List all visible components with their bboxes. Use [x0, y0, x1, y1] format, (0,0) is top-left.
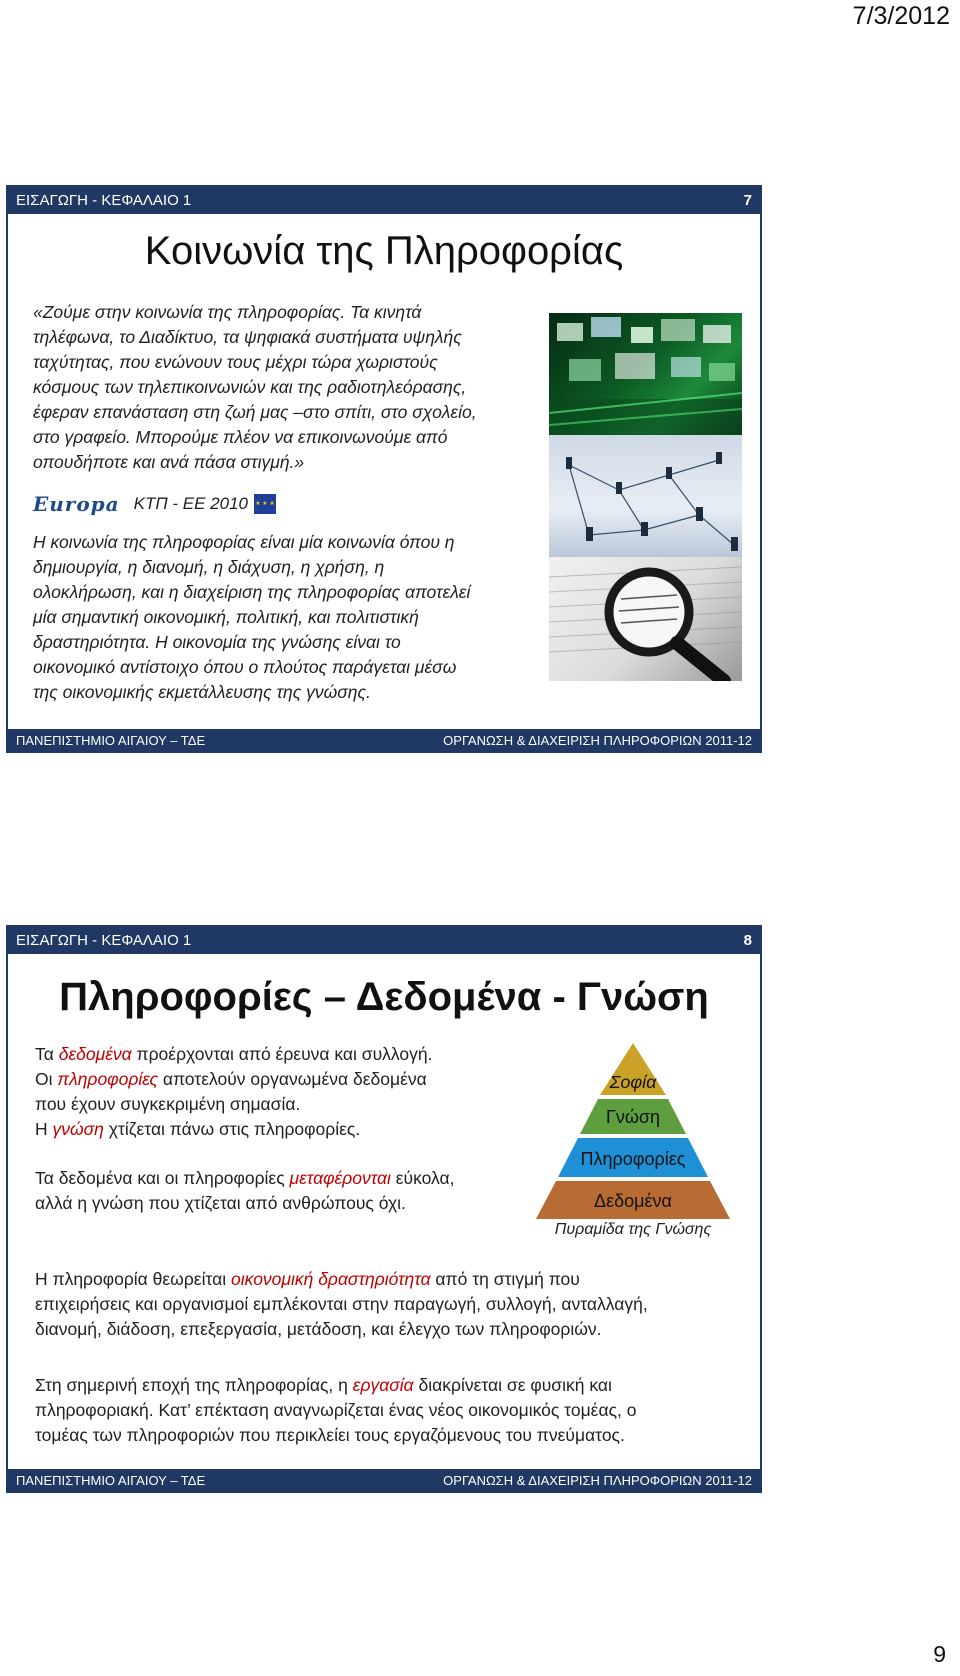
source-text: ΚΤΠ - ΕΕ 2010 [133, 494, 248, 513]
highlight-term: δεδομένα [58, 1044, 132, 1064]
text-line: πληροφοριακή. Κατ’ επέκταση αναγνωρίζεται ένας νέος οικονομικός τομέας, ο [35, 1400, 637, 1420]
text-line: που έχουν συγκεκριμένη σημασία. [35, 1094, 301, 1114]
quote-line: τηλέφωνα, το Διαδίκτυο, τα ψηφιακά συστήματα υψηλής [33, 327, 462, 347]
text-line [35, 1067, 432, 1092]
europa-logo: Europa [33, 492, 120, 516]
pyramid-label: Σοφία [609, 1072, 657, 1092]
text-line [35, 1373, 636, 1398]
paragraph-line: οικονομικό αντίστοιχο όπου ο πλούτος παράγεται μέσω [33, 657, 457, 677]
section-label: ΕΙΣΑΓΩΓΗ - ΚΕΦΑΛΑΙΟ 1 [16, 932, 192, 949]
paragraph-line: ολοκλήρωση, και η διαχείριση της πληροφορίας αποτελεί [33, 582, 471, 602]
paragraph-line: Η κοινωνία της πληροφορίας είναι μία κοινωνία όπου η [33, 532, 455, 552]
text-fragment: εύκολα, [390, 1168, 455, 1188]
text-fragment: προέρχονται από έρευνα και συλλογή. [131, 1044, 433, 1064]
paragraph-line: μία σημαντική οικονομική, πολιτική, και πολιτιστική [33, 607, 419, 627]
highlight-term: οικονομική δραστηριότητα [231, 1269, 431, 1289]
text-fragment: Τα [35, 1044, 59, 1064]
economic-activity-block [35, 1267, 648, 1342]
paragraph-line: δραστηριότητα. Η οικονομία της γνώσης είναι το [33, 632, 401, 652]
text-line: διανομή, διάδοση, επεξεργασία, μετάδοση, και έλεγχο των πληροφοριών. [35, 1319, 602, 1339]
digital-screens-image [549, 313, 742, 435]
slide-number: 8 [743, 932, 752, 949]
quote-line: «Ζούμε στην κοινωνία της πληροφορίας. Τα κινητά [33, 302, 422, 322]
text-fragment: Οι [35, 1069, 58, 1089]
pyramid-label: Πληροφορίες [580, 1149, 686, 1169]
quote-line: έφεραν επανάσταση στη ζωή μας –στο σπίτι, στο σχολείο, [33, 402, 477, 422]
paragraph-line: της οικονομικής εκμετάλλευσης της γνώσης. [33, 682, 371, 702]
eu-flag-icon: ★ ★ ★ [254, 494, 276, 514]
text-fragment: Η [35, 1119, 53, 1139]
text-line [35, 1267, 648, 1292]
text-fragment: Στη σημερινή εποχή της πληροφορίας, η [35, 1375, 353, 1395]
highlight-term: γνώση [52, 1119, 104, 1139]
slide-title: Πληροφορίες – Δεδομένα - Γνώση [59, 975, 709, 1019]
slide-header-bar [8, 187, 760, 214]
transfer-block [35, 1166, 455, 1216]
quote-line: κόσμους των τηλεπικοινωνιών και της ραδιοτηλεόρασης, [33, 377, 467, 397]
paragraph-line: δημιουργία, η διανομή, η διάχυση, η χρήση, η [33, 557, 385, 577]
text-line [35, 1166, 455, 1191]
text-line: αλλά η γνώση που χτίζεται από ανθρώπους όχι. [35, 1193, 406, 1213]
definition-paragraph [33, 530, 533, 705]
pyramid-caption: Πυραμίδα της Γνώσης [554, 1221, 712, 1238]
text-fragment: διακρίνεται σε φυσική και [413, 1375, 612, 1395]
text-line: επιχειρήσεις και οργανισμοί εμπλέκονται στην παραγωγή, συλλογή, ανταλλαγή, [35, 1294, 648, 1314]
text-line: τομέας των πληροφοριών που περικλείει τους εργαζόμενους του πνεύματος. [35, 1425, 625, 1445]
page-number: 9 [933, 1641, 946, 1667]
slide-header-bar [8, 927, 760, 954]
slide-8 [6, 925, 762, 1493]
text-fragment: χτίζεται πάνω στις πληροφορίες. [103, 1119, 361, 1139]
quote-line: στο γραφείο. Μπορούμε πλέον να επικοινωνούμε από [33, 427, 448, 447]
quote-line: ταχύτητας, που ενώνουν τους μέχρι τώρα χωριστούς [33, 352, 438, 372]
magnifying-glass-image [549, 557, 742, 681]
work-block [35, 1373, 636, 1448]
highlight-term: μεταφέρονται [289, 1168, 391, 1188]
data-info-knowledge-block [35, 1042, 432, 1142]
pyramid-label: Δεδομένα [594, 1191, 672, 1211]
knowledge-pyramid [518, 1039, 748, 1239]
slide-title: Κοινωνία της Πληροφορίας [144, 229, 624, 273]
footer-right: ΟΡΓΑΝΩΣΗ & ΔΙΑΧΕΙΡΙΣΗ ΠΛΗΡΟΦΟΡΙΩΝ 2011-12 [443, 1472, 752, 1488]
slide-footer-bar [8, 729, 760, 751]
text-fragment: αποτελούν οργανωμένα δεδομένα [157, 1069, 427, 1089]
section-label: ΕΙΣΑΓΩΓΗ - ΚΕΦΑΛΑΙΟ 1 [16, 192, 192, 209]
slide-7 [6, 185, 762, 753]
quote-line: οπουδήποτε και ανά πάσα στιγμή.» [33, 452, 305, 472]
footer-left: ΠΑΝΕΠΙΣΤΗΜΙΟ ΑΙΓΑΙΟΥ – ΤΔΕ [16, 1472, 206, 1488]
highlight-term: εργασία [352, 1375, 414, 1395]
slide-footer-bar [8, 1469, 760, 1491]
slide-number: 7 [743, 192, 752, 209]
highlight-term: πληροφορίες [57, 1069, 158, 1089]
text-line [35, 1117, 432, 1142]
quote [33, 300, 553, 475]
footer-left: ΠΑΝΕΠΙΣΤΗΜΙΟ ΑΙΓΑΙΟΥ – ΤΔΕ [16, 732, 206, 748]
text-line [35, 1042, 432, 1067]
network-people-image [549, 435, 742, 557]
text-fragment: από τη στιγμή που [430, 1269, 580, 1289]
pyramid-label: Γνώση [605, 1107, 661, 1127]
text-fragment: Η πληροφορία θεωρείται [35, 1269, 232, 1289]
text-fragment: Τα δεδομένα και οι πληροφορίες [35, 1168, 290, 1188]
page-date: 7/3/2012 [852, 2, 950, 30]
footer-right: ΟΡΓΑΝΩΣΗ & ΔΙΑΧΕΙΡΙΣΗ ΠΛΗΡΟΦΟΡΙΩΝ 2011-12 [443, 732, 752, 748]
quote-source [33, 491, 276, 517]
